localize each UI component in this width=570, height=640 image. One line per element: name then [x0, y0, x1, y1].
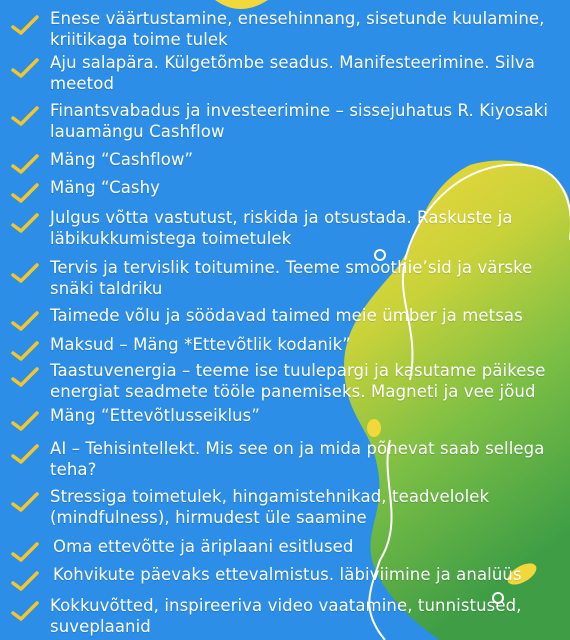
list-item-text: Mäng “Cashy [50, 178, 161, 197]
check-icon [10, 310, 40, 334]
list-item-text: Mäng “Cashflow” [50, 150, 194, 169]
list-item-text: Maksud – Mäng *Ettevõtlik kodanik” [50, 335, 351, 354]
check-icon [10, 600, 40, 624]
list-item-text: Mäng “Ettevõtlusseiklus” [50, 406, 261, 425]
check-icon [10, 340, 40, 364]
check-icon [10, 491, 40, 515]
list-item-text: Enese väärtustamine, enesehinnang, sisetunde kuulamine, kriitikaga toime tulek [50, 9, 545, 49]
check-icon [10, 212, 40, 236]
check-icon [10, 14, 40, 38]
list-item-text: Stressiga toimetulek, hingamistehnikad, teadvelolek (mindfulness), hirmudest üle saamine [50, 487, 490, 527]
list-item-text: Taastuvenergia – teeme ise tuulepargi ja kasutame päikese energiat seadmete tööle panemiseks. Magneti ja vee jõud [50, 361, 546, 401]
check-icon [10, 541, 40, 565]
list-item-text: Taimede võlu ja söödavad taimed meie ümber ja metsas [50, 306, 523, 325]
check-icon [10, 410, 40, 434]
list-item-text: Kohvikute päevaks ettevalmistus. läbiviimine ja analüüs [53, 565, 522, 584]
check-icon [10, 57, 40, 81]
list-item-text: Tervis ja tervislik toitumine. Teeme smoothie’sid ja värske snäki taldriku [50, 258, 533, 298]
check-icon [10, 443, 40, 467]
check-icon [10, 570, 40, 594]
check-icon [10, 366, 40, 390]
list-item-text: Kokkuvõtted, inspireeriva video vaatamine, tunnistused, suveplaanid [50, 596, 522, 636]
list-item-text: Oma ettevõtte ja äriplaani esitlused [53, 537, 354, 556]
list-item-text: Finantsvabadus ja investeerimine – sissejuhatus R. Kiyosaki lauamängu Cashflow [50, 101, 549, 141]
list-item-text: Julgus võtta vastutust, riskida ja otsustada. Raskuste ja läbikukkumistega toimetulek [50, 208, 513, 248]
check-icon [10, 153, 40, 177]
check-icon [10, 182, 40, 206]
check-icon [10, 262, 40, 286]
list-item-text: AI – Tehisintellekt. Mis see on ja mida põnevat saab sellega teha? [50, 439, 545, 479]
list-item-text: Aju salapära. Külgetõmbe seadus. Manifesteerimine. Silva meetod [50, 53, 535, 93]
check-icon [10, 105, 40, 129]
